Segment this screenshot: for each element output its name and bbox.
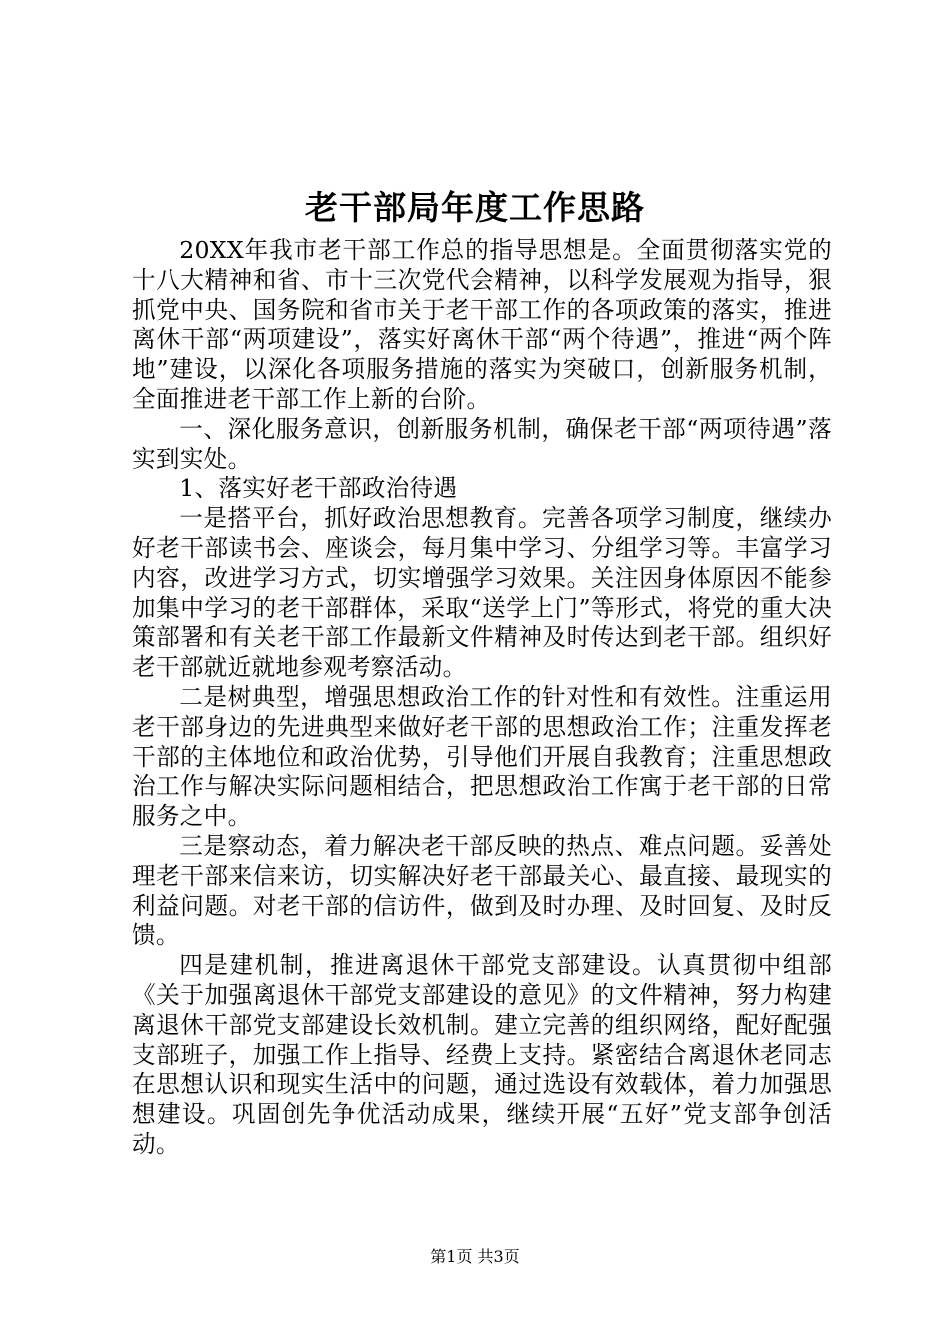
paragraph-point-1: 一是搭平台，抓好政治思想教育。完善各项学习制度，继续办好老干部读书会、座谈会，每月集中学习、分组学习等。丰富学习内容，改进学习方式，切实增强学习效果。关注因身体原因不能参加集中学习的老干部群体，采取“送学上门”等形式，将党的重大决策部署和有关老干部工作最新文件精神及时传达到老干部。组织好老干部就近就地参观考察活动。 [132,504,832,682]
page-footer: 第1页 共3页 [430,1247,520,1266]
document-title: 老干部局年度工作思路 [305,188,645,227]
document-body [132,236,832,1160]
paragraph-point-2: 二是树典型，增强思想政治工作的针对性和有效性。注重运用老干部身边的先进典型来做好老干部的思想政治工作；注重发挥老干部的主体地位和政治优势，引导他们开展自我教育；注重思想政治工作与解决实际问题相结合，把思想政治工作寓于老干部的日常服务之中。 [132,682,832,831]
paragraph-guiding-thought: 20XX年我市老干部工作总的指导思想是。全面贯彻落实党的十八大精神和省、市十三次党代会精神，以科学发展观为指导，狠抓党中央、国务院和省市关于老干部工作的各项政策的落实，推进离休干部“两项建设”，落实好离休干部“两个待遇”，推进“两个阵地”建设，以深化各项服务措施的落实为突破口，创新服务机制，全面推进老干部工作上新的台阶。 [132,236,832,413]
section-heading-1: 一、深化服务意识，创新服务机制，确保老干部“两项待遇”落实到实处。 [132,414,832,473]
subsection-heading-1: 1、落实好老干部政治待遇 [179,474,458,503]
paragraph-point-4: 四是建机制，推进离退休干部党支部建设。认真贯彻中组部《关于加强离退休干部党支部建设的意见》的文件精神，努力构建离退休干部党支部建设长效机制。建立完善的组织网络，配好配强支部班子，加强工作上指导、经费上支持。紧密结合离退休老同志在思想认识和现实生活中的问题，通过选设有效载体，着力加强思想建设。巩固创先争优活动成果，继续开展“五好”党支部争创活动。 [132,951,832,1158]
paragraph-point-3: 三是察动态，着力解决老干部反映的热点、难点问题。妥善处理老干部来信来访，切实解决好老干部最关心、最直接、最现实的利益问题。对老干部的信访件，做到及时办理、及时回复、及时反馈。 [132,831,832,950]
